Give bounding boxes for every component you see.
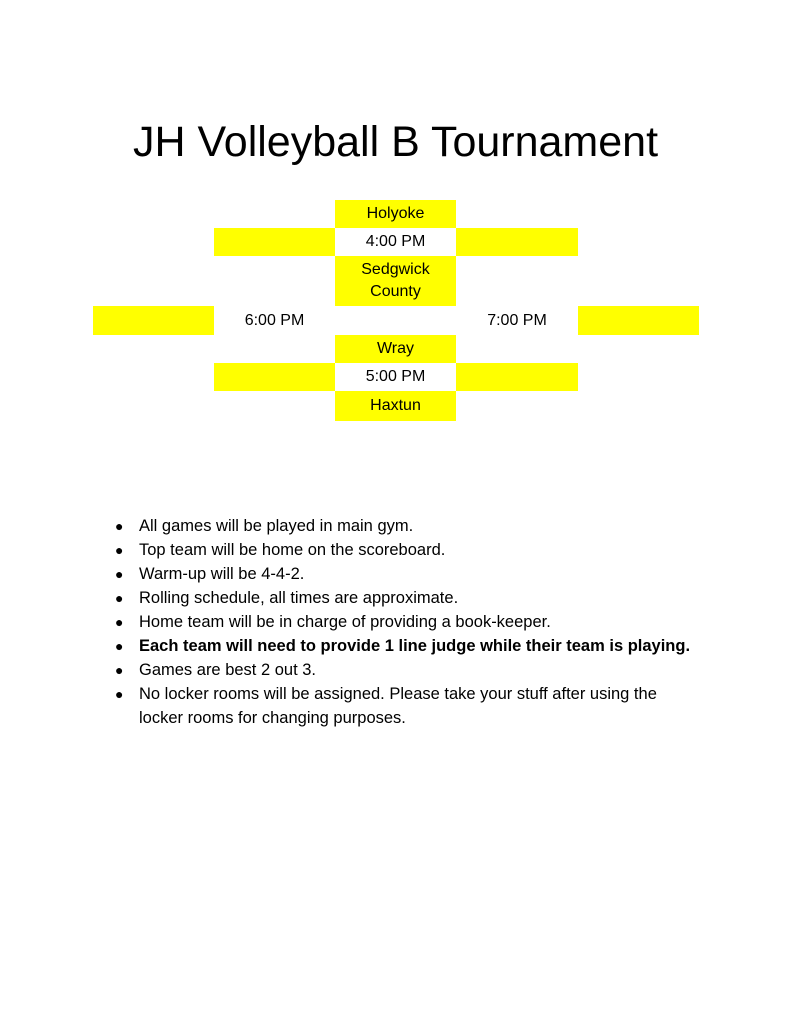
game2-left-connector	[214, 363, 335, 391]
bullet-icon: ●	[115, 590, 124, 606]
rule-text: Games are best 2 out 3.	[139, 661, 317, 679]
rule-text: Warm-up will be 4-4-2.	[139, 565, 305, 583]
rule-item-bold	[115, 634, 695, 658]
losers-final-time: 6:00 PM	[244, 311, 305, 329]
rule-text: Top team will be home on the scoreboard.	[139, 541, 446, 559]
game1-bottom-team: Sedgwick County	[335, 256, 456, 306]
winners-final-slot	[578, 306, 699, 335]
rule-text: Each team will need to provide 1 line judge while their team is playing.	[139, 637, 691, 655]
rule-item	[115, 610, 695, 634]
rule-text: Home team will be in charge of providing a book-keeper.	[139, 613, 551, 631]
losers-final-slot	[93, 306, 214, 335]
rule-item	[115, 514, 695, 538]
page-title: JH Volleyball B Tournament	[132, 118, 659, 166]
game2-top-team: Wray	[335, 335, 456, 363]
bullet-icon: ●	[115, 566, 124, 582]
winners-final-time: 7:00 PM	[487, 311, 547, 329]
rule-item	[115, 682, 695, 730]
bullet-icon: ●	[115, 614, 124, 630]
rule-text: All games will be played in main gym.	[139, 517, 414, 535]
bullet-icon: ●	[115, 542, 124, 558]
rule-item	[115, 586, 695, 610]
rule-item	[115, 658, 695, 682]
game1-top-team: Holyoke	[335, 200, 456, 228]
bullet-icon: ●	[115, 662, 124, 678]
rule-item	[115, 538, 695, 562]
bullet-icon: ●	[115, 638, 124, 654]
bullet-icon: ●	[115, 686, 124, 702]
game1-left-connector	[214, 228, 335, 256]
game1-time: 4:00 PM	[365, 233, 426, 250]
game2-right-connector	[456, 363, 578, 391]
rule-item	[115, 562, 695, 586]
game1-right-connector	[456, 228, 578, 256]
bullet-icon: ●	[115, 518, 124, 534]
game2-bottom-team: Haxtun	[335, 391, 456, 421]
rule-text: No locker rooms will be assigned. Please take your stuff after using the locker rooms for changing purposes.	[139, 685, 657, 727]
rule-text: Rolling schedule, all times are approximate.	[139, 589, 459, 607]
game2-time: 5:00 PM	[365, 368, 426, 385]
rules-list	[115, 514, 695, 730]
